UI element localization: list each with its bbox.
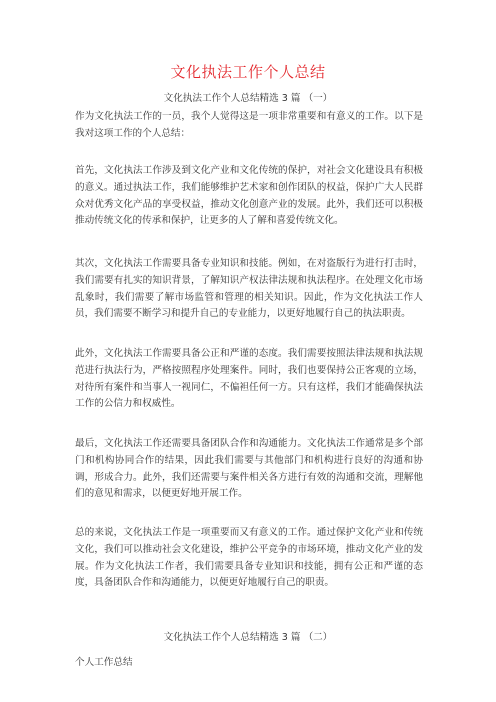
document-title: 文化执法工作个人总结 <box>170 63 326 81</box>
paragraph-intro: 作为文化执法工作的一员，我个人觉得这是一项非常重要和有意义的工作。以下是我对这项工作的个人总结： <box>75 111 423 139</box>
paragraph-summary: 总的来说，文化执法工作是一项重要而又有意义的工作。通过保护文化产业和传统文化，我们可以推动社会文化建设，维护公平竞争的市场环境，推动文化产业的发展。作为文化执法工作者，我们需要具备专业知识和技能，拥有公正和严谨的态度，具备团队合作和沟通能力，以便更好地履行自己的职责。 <box>75 527 423 589</box>
paragraph-second: 其次，文化执法工作需要具备专业知识和技能。例如，在对盗版行为进行打击时，我们需要有扎实的知识背景，了解知识产权法律法规和执法程序。在处理文化市场乱象时，我们需要了解市场监管和管理的相关知识。因此，作为文化执法工作人员，我们需要不断学习和提升自己的专业能力，以更好地履行自己的执法职责。 <box>75 258 423 320</box>
section-heading-1: 文化执法工作个人总结精选 3 篇 （一） <box>163 93 333 104</box>
paragraph-fourth: 最后，文化执法工作还需要具备团队合作和沟通能力。文化执法工作通常是多个部门和机构协同合作的结果，因此我们需要与其他部门和机构进行良好的沟通和协调，形成合力。此外，我们还需要与案件相关各方进行有效的沟通和交流，理解他们的意见和需求，以便更好地开展工作。 <box>75 438 423 500</box>
section-heading-2: 文化执法工作个人总结精选 3 篇 （二） <box>163 632 333 643</box>
section-subheading: 个人工作总结 <box>75 657 133 668</box>
paragraph-third: 此外，文化执法工作需要具备公正和严谨的态度。我们需要按照法律法规和执法规范进行执法行为，严格按照程序处理案件。同时，我们也要保持公正客观的立场，对待所有案件和当事人一视同仁，不偏袒任何一方。只有这样，我们才能确保执法工作的公信力和权威性。 <box>75 348 423 410</box>
paragraph-first: 首先，文化执法工作涉及到文化产业和文化传统的保护，对社会文化建设具有积极的意义。通过执法工作，我们能够维护艺术家和创作团队的权益，保护广大人民群众对优秀文化产品的享受权益，推动文化创意产业的发展。此外，我们还可以积极推动传统文化的传承和保护，让更多的人了解和喜爱传统文化。 <box>75 165 423 227</box>
